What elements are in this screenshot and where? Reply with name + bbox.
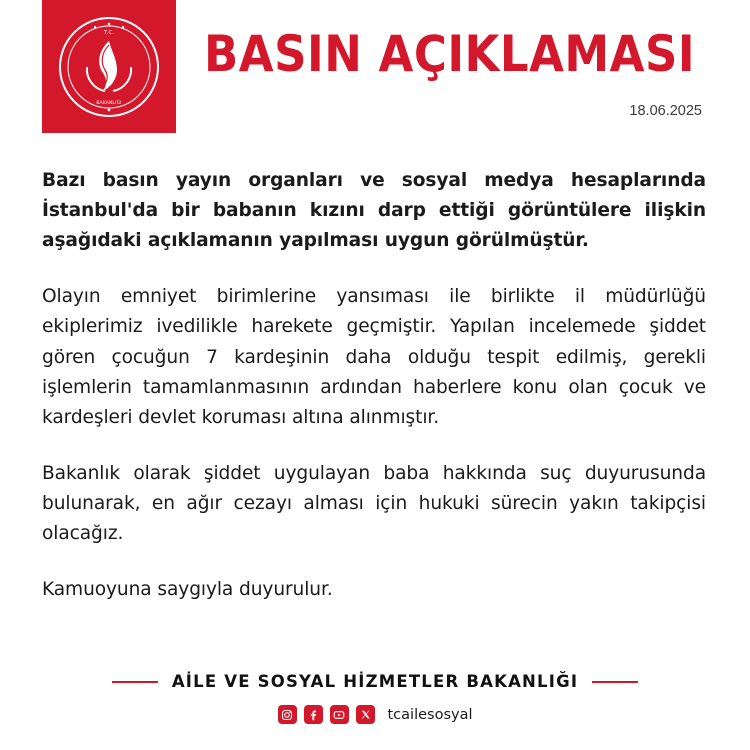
social-handle: tcailesosyal — [387, 706, 473, 723]
footer-divider-right — [592, 681, 638, 683]
x-twitter-icon[interactable] — [356, 705, 375, 724]
document-header — [0, 0, 750, 140]
title-zone — [176, 0, 750, 119]
instagram-icon[interactable] — [278, 705, 297, 724]
footer-divider-left — [112, 681, 158, 683]
document-footer — [0, 672, 750, 724]
paragraph-closing: Kamuoyuna saygıyla duyurulur. — [42, 579, 333, 601]
ministry-emblem-icon — [57, 15, 161, 119]
paragraph-detail: Olayın emniyet birimlerine yansıması ile birlikte il müdürlüğü ekiplerimiz ivedilikle harekete geçmiştir. Yapılan incelemede şiddet gören çocuğun 7 kardeşinin daha olduğu tespit edilmiş, gerekli işlemlerin tamamlanmasının ardından haberlere konu olan çocuk ve kardeşleri devlet koruması altına alınmıştır. — [42, 286, 706, 428]
social-links — [0, 705, 750, 724]
publish-date: 18.06.2025 — [629, 102, 702, 119]
paragraph-lead: Bazı basın yayın organları ve sosyal medya hesaplarında İstanbul'da bir babanın kızını darp ettiği görüntülere ilişkin aşağıdaki açıklamanın yapılması uygun görülmüştür. — [42, 170, 706, 252]
footer-title-row — [0, 672, 750, 691]
footer-title: AİLE VE SOSYAL HİZMETLER BAKANLIĞI — [171, 672, 579, 691]
svg-text:T.C.: T.C. — [103, 29, 115, 36]
facebook-icon[interactable] — [304, 705, 323, 724]
paragraph-action: Bakanlık olarak şiddet uygulayan baba hakkında suç duyurusunda bulunarak, en ağır cezayı alması için hukuki sürecin yakın takipçisi olacağız. — [42, 462, 706, 545]
page-title: BASIN AÇIKLAMASI — [204, 25, 696, 83]
svg-text:BAKANLIĞI: BAKANLIĞI — [96, 100, 122, 106]
document-body — [0, 140, 750, 605]
youtube-icon[interactable] — [330, 705, 349, 724]
emblem-panel — [42, 0, 176, 133]
